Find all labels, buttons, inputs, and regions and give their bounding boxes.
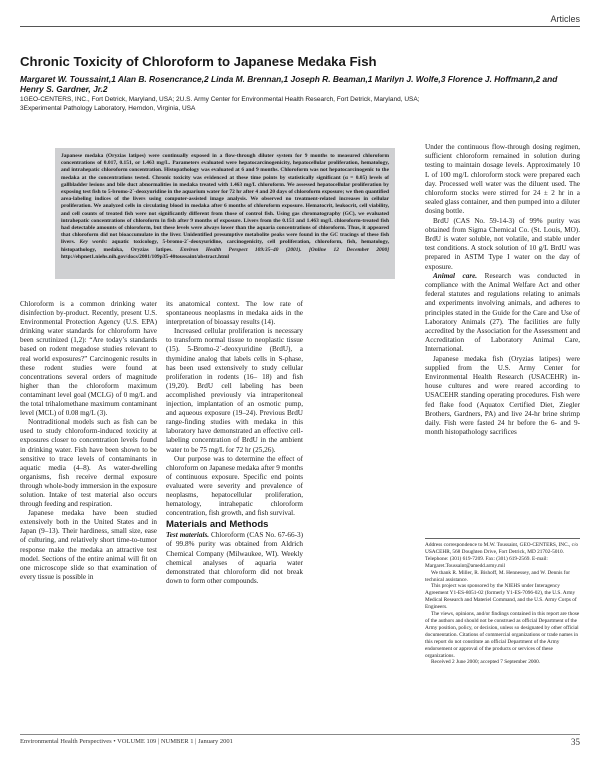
keywords: aquatic toxicology, 5-bromo-2´-deoxyuridine, carcinogenicity, cell proliferation, chloroform, fish, hematology, histopathology, medaka, Oryzias latipes. [61, 239, 390, 253]
citation: Environ Health Perspect 109:35–40 (2001). [Online 12 December 2000] [179, 246, 390, 253]
paragraph: BrdU (CAS No. 59-14-3) of 99% purity was obtained from Sigma Chemical Co. (St. Louis, MO). BrdU is water soluble, not volatile, and stable under test conditions. A stock solution of 10 g/L BrdU was prepared in ASTM Type I water on the day of exposure. [425, 216, 580, 271]
footnote-correspondence: Address correspondence to M.W. Toussaint, GEO-CENTERS, INC., c/o USACEHR, 568 Doughten Drive, Fort Detrick, MD 21702-5010. Telephone: (301) 619-7209. Fax: (301) 619-2569. E-mail: Margaret.Toussaint@amedd.army.mil [425, 542, 579, 569]
affiliation-line: 1GEO-CENTERS, INC., Fort Detrick, Maryland, USA; 2U.S. Army Center for Environmental Health Research, Fort Detrick, Maryland, USA; [20, 96, 420, 103]
paper-title: Chronic Toxicity of Chloroform to Japanese Medaka Fish [20, 54, 377, 69]
paragraph: its anatomical context. The low rate of spontaneous neoplasms in medaka aids in the interpretation of bioassay results (14). [166, 300, 303, 327]
footnote-rule [425, 538, 580, 539]
body-column-1 [20, 300, 157, 582]
paragraph: Increased cellular proliferation is necessary to transform normal tissue to neoplastic tissue (15). 5-Bromo-2´-deoxyuridine (BrdU), a thymidine analog that labels cells in S-phase, has been used extensively to study cellular proliferation in rodents (16– 18) and fish (19,20). BrdU cell labeling has been accomplished previously via intraperitoneal injection, implantation of an osmotic pump, and aqueous exposure (19–24). Previous BrdU range-finding studies with medaka in this laboratory have demonstrated an effective cell-labeling concentration of BrdU in the ambient water to be 75 mg/L for 72 hr (25,26). [166, 327, 303, 454]
footnote-disclaimer: The views, opinions, and/or findings contained in this report are those of the authors and should not be construed as official Department of the Army position, policy, or decision, unless so designated by other official documentation. Citations of commercial organizations or trade names in this report do not constitute an official Department of the Army endorsement or approval of the products or services of these organizations. [425, 611, 580, 659]
affiliations [20, 96, 580, 113]
abstract-box [55, 148, 395, 279]
paragraph: Our purpose was to determine the effect of chloroform on Japanese medaka after 9 months of continuous exposure. Specific end points evaluated were severity and prevalence of neoplasms, hepatocellular proliferation, hematology, intrahepatic chloroform concentration, fish growth, and fish survival. [166, 454, 303, 518]
footer-rule [20, 734, 580, 735]
paragraph-text: Chloroform (CAS No. 67-66-3) of 99.8% purity was obtained from Aldrich Chemical Company (Milwaukee, WI). Weekly chemical analyses of aquaria water demonstrated that chloroform did not break down to form other compounds. [166, 531, 303, 585]
run-in-heading: Animal care. [433, 271, 478, 280]
paragraph: Nontraditional models such as fish can be used to study chloroform-induced toxicity at exposures closer to concentration levels found in drinking water. Fish have been shown to be sensitive to trace levels of contaminants in aquatic media (4–8). As water-dwelling organisms, fish receive dermal exposure through whole-body immersion in the exposure solution. Intake of test material also occurs through feeding and respiration. [20, 418, 157, 509]
run-in-heading: Test materials. [166, 531, 210, 540]
abstract-url-link[interactable]: http://ehpnet1.niehs.nih.gov/docs/2001/109p35-40toussaint/abstract.html [61, 253, 229, 260]
author-list: Margaret W. Toussaint,1 Alan B. Rosencrance,2 Linda M. Brennan,1 Joseph R. Beaman,1 Marilyn J. Wolfe,3 Florence J. Hoffmann,2 and Henry S. Gardner, Jr.2 [20, 74, 558, 94]
section-label: Articles [550, 14, 580, 24]
affiliation-line: 3Experimental Pathology Laboratory, Herndon, Virginia, USA [20, 104, 196, 112]
footer-journal: Environmental Health Perspectives • VOLUME 109 | NUMBER 1 | January 2001 [20, 738, 233, 745]
abstract-body: Japanese medaka (Oryzias latipes) were continually exposed in a flow-through diluter system for 9 months to measured chloroform concentrations of 0.017, 0.151, or 1.463 mg/L. Parameters evaluated were hepatocarcinogenicity, hepatocellular proliferation, hematology, and intrahepatic chloroform concentration. Histopathology was evaluated at 6 and 9 months. Chloroform was not hepatocarcinogenic to the medaka at the concentrations tested. Chronic toxicity was evidenced at these time points by statistically significant (α = 0.05) levels of gallbladder lesions and bile duct abnormalities in medaka treated with 1.463 mg/L chloroform. We assessed hepatocellular proliferation by exposing test fish to 5-bromo-2´-deoxyuridine in the aquarium water for 72 hr after 4 and 20 days of chloroform exposure; we then quantified area-labeling indices of the livers using computer-assisted image analysis. We observed no treatment-related increases in cellular proliferation. We analyzed cells in circulating blood in medaka after 6 months of chloroform exposure. Hematocrit, leukocrit, cell viability, and cell counts of treated fish were not significantly different from those of control fish. Using gas chromatography (GC), we evaluated intrahepatic concentrations of chloroform in fish after 9 months of exposure. Livers from the 0.151 and 1.463 mg/L chloroform-treated fish had detectable amounts of chloroform, but these levels were always lower than the aquaria concentrations of chloroform. Thus, it appeared that chloroform did not bioaccumulate in the liver. Unidentified presumptive metabolite peaks were found in the GC tracings of these fish livers. [61, 153, 389, 246]
page-number: 35 [571, 737, 580, 747]
footnote-received: Received 2 June 2000; accepted 7 September 2000. [431, 659, 541, 666]
keywords-label: Key words: [79, 239, 108, 246]
paragraph: Japanese medaka have been studied extensively both in the United States and in Japan (9–13). Their hardiness, small size, ease of culturing, and relatively short time-to-tumor response make the medaka an attractive test model. Sections of the entire animal will fit on one microscope slide so that examination of every tissue is possible in [20, 509, 157, 581]
body-column-2 [166, 300, 303, 586]
paragraph [166, 531, 303, 586]
paragraph [425, 272, 580, 355]
paragraph: Under the continuous flow-through dosing regimen, sufficient chloroform remained in solution during testing to maintain dosage levels. Approximately 10 L of 100 mg/L chloroform stock were prepared each day. Processed well water was the diluent used. The chloroform stocks were stirred for 24 ± 2 hr in a sealed glass container, and then pumped into a diluter dosing bottle. [425, 143, 580, 216]
footnotes [425, 542, 580, 666]
footnote-acknowledgments: We thank R. Miller, R. Bishoff, M. Hennessey, and W. Dennis for technical assistance. [425, 569, 570, 583]
paragraph: Chloroform is a common drinking water disinfection by-product. Recently, present U.S. Environmental Protection Agency (U.S. EPA) drinking water standards for chloroform have been scrutinized (1,2): “Are today’s standards based on rodent megadose studies relevant to real world exposures?” Carcinogenic results in these rodent studies were found at concentrations several orders of magnitude higher than the chloroform maximum contaminant level goal (MCLG) of 0 mg/L and the total trihalomethane maximum contaminant level (MCL) of 0.08 mg/L (3). [20, 300, 157, 418]
paragraph-text: Research was conducted in compliance with the Animal Welfare Act and other federal statutes and regulations relating to animals and experiments involving animals, and adheres to principles stated in the Guide for the Care and Use of Laboratory Animals (27). The facilities are fully accredited by the Association for the Assessment and Accreditation of Laboratory Animal Care, International. [425, 271, 580, 354]
methods-heading: Materials and Methods [166, 519, 269, 531]
body-column-3 [425, 143, 580, 438]
footnote-funding: This project was sponsored by the NIEHS under Interagency Agreement Y1-ES-8051-02 (formerly Y1-ES-7096-02), the U.S. Army Medical Research and Materiel Command, and the U.S. Army Corps of Engineers. [425, 583, 577, 611]
paragraph: Japanese medaka fish (Oryzias latipes) were supplied from the U.S. Army Center for Environmental Health Research (USACEHR) in-house cultures and were reared according to USACEHR standing operating procedures. Fish were fed flake food (Aquatox Certified Diet, Ziegler Brothers, Gardners, PA) and live 24-hr brine shrimp daily. Fish were fasted 24 hr before the 6- and 9-month histopathology sacrifices [425, 354, 580, 437]
abstract-text [61, 153, 389, 261]
header-rule [20, 26, 580, 27]
